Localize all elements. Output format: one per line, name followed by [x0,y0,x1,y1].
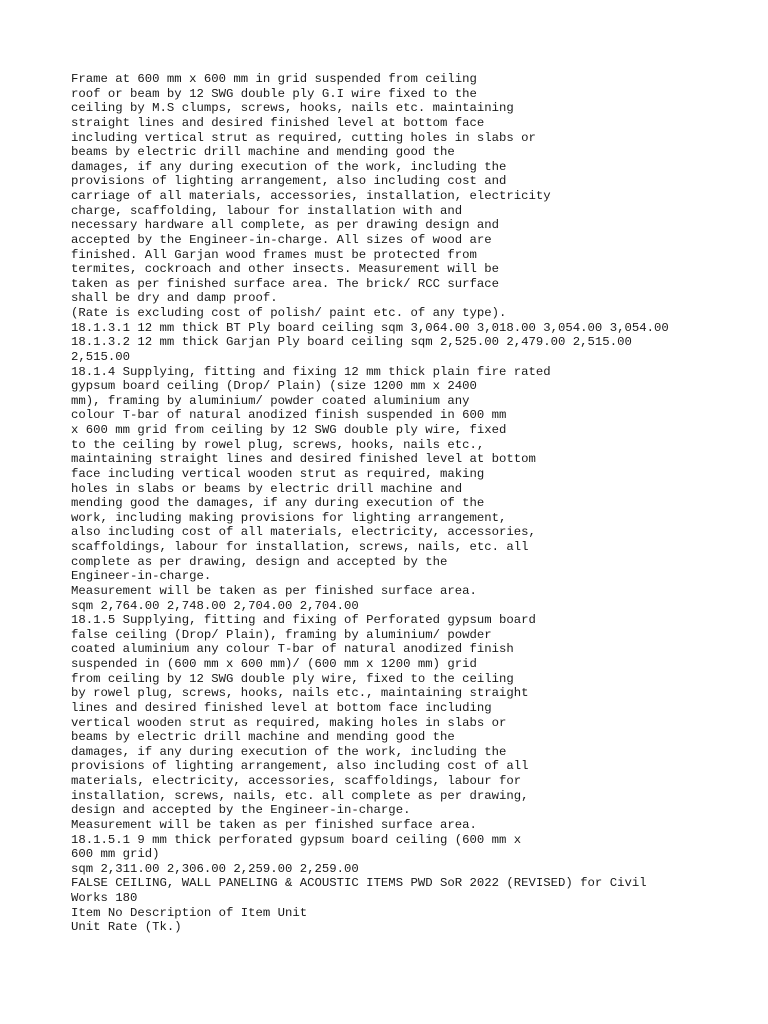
text-line: 18.1.3.2 12 mm thick Garjan Ply board ceiling sqm 2,525.00 2,479.00 2,515.00 [71,335,632,350]
text-line: 18.1.4 Supplying, fitting and fixing 12 mm thick plain fire rated [71,364,551,379]
text-line: gypsum board ceiling (Drop/ Plain) (size 1200 mm x 2400 [71,379,477,394]
document-page [71,72,761,935]
text-line: beams by electric drill machine and mending good the [71,145,455,160]
text-line: ceiling by M.S clumps, screws, hooks, nails etc. maintaining [71,101,514,116]
text-line: lines and desired finished level at bottom face including [71,700,492,715]
text-line: by rowel plug, screws, hooks, nails etc., maintaining straight [71,686,529,701]
text-line: 600 mm grid) [71,847,160,862]
text-line: coated aluminium any colour T-bar of natural anodized finish [71,642,514,657]
text-line: Frame at 600 mm x 600 mm in grid suspended from ceiling [71,72,477,86]
text-line: FALSE CEILING, WALL PANELING & ACOUSTIC ITEMS PWD SoR 2022 (REVISED) for Civil [71,876,647,891]
text-line: charge, scaffolding, labour for installation with and [71,203,463,218]
text-line: roof or beam by 12 SWG double ply G.I wire fixed to the [71,86,477,101]
text-line: damages, if any during execution of the work, including the [71,159,507,174]
text-line: work, including making provisions for lighting arrangement, [71,510,507,525]
text-line: installation, screws, nails, etc. all complete as per drawing, [71,788,529,803]
text-line: 2,515.00 [71,349,131,364]
text-line: 18.1.5 Supplying, fitting and fixing of Perforated gypsum board [71,613,536,628]
text-line: false ceiling (Drop/ Plain), framing by aluminium/ powder [71,627,492,642]
text-line: (Rate is excluding cost of polish/ paint etc. of any type). [71,306,507,320]
text-line: vertical wooden strut as required, making holes in slabs or [71,715,507,730]
text-line: from ceiling by 12 SWG double ply wire, fixed to the ceiling [71,671,514,686]
text-line: maintaining straight lines and desired finished level at bottom [71,452,536,467]
text-line: sqm 2,764.00 2,748.00 2,704.00 2,704.00 [71,598,359,613]
text-line: Unit Rate (Tk.) [71,920,182,935]
text-line: 18.1.5.1 9 mm thick perforated gypsum board ceiling (600 mm x [71,832,522,847]
text-line: provisions of lighting arrangement, also including cost and [71,174,507,189]
text-line: also including cost of all materials, electricity, accessories, [71,525,536,540]
text-line: Measurement will be taken as per finished surface area. [71,817,477,832]
text-line: carriage of all materials, accessories, installation, electricity [71,189,551,203]
text-line: to the ceiling by rowel plug, screws, hooks, nails etc., [71,437,485,452]
text-line: colour T-bar of natural anodized finish suspended in 600 mm [71,408,507,423]
text-line: sqm 2,311.00 2,306.00 2,259.00 2,259.00 [71,861,359,876]
text-line: beams by electric drill machine and mending good the [71,730,455,745]
text-line: Measurement will be taken as per finished surface area. [71,583,477,598]
text-line: damages, if any during execution of the work, including the [71,744,507,759]
text-line: materials, electricity, accessories, scaffoldings, labour for [71,774,522,788]
text-line: x 600 mm grid from ceiling by 12 SWG double ply wire, fixed [71,423,507,437]
text-line: finished. All Garjan wood frames must be protected from [71,247,477,262]
text-line: Engineer-in-charge. [71,569,212,584]
text-line: complete as per drawing, design and accepted by the [71,554,448,569]
text-line: including vertical strut as required, cutting holes in slabs or [71,130,536,145]
text-line: shall be dry and damp proof. [71,291,278,306]
text-line: 18.1.3.1 12 mm thick BT Ply board ceiling sqm 3,064.00 3,018.00 3,054.00 3,054.00 [71,320,669,335]
text-line: Item No Description of Item Unit [71,905,308,920]
text-line: provisions of lighting arrangement, also including cost of all [71,759,529,774]
text-line: design and accepted by the Engineer-in-charge. [71,803,411,818]
text-line: termites, cockroach and other insects. Measurement will be [71,262,500,277]
text-line: Works 180 [71,891,138,905]
text-line: holes in slabs or beams by electric drill machine and [71,481,463,496]
text-line: face including vertical wooden strut as required, making [71,466,485,481]
text-line: mm), framing by aluminium/ powder coated aluminium any [71,393,470,408]
text-line: straight lines and desired finished level at bottom face [71,115,485,130]
text-line: necessary hardware all complete, as per drawing design and [71,218,500,233]
text-line: taken as per finished surface area. The brick/ RCC surface [71,276,500,291]
text-line: mending good the damages, if any during execution of the [71,496,485,511]
text-line: accepted by the Engineer-in-charge. All sizes of wood are [71,232,492,247]
text-line: scaffoldings, labour for installation, screws, nails, etc. all [71,540,529,554]
text-line: suspended in (600 mm x 600 mm)/ (600 mm x 1200 mm) grid [71,657,477,671]
